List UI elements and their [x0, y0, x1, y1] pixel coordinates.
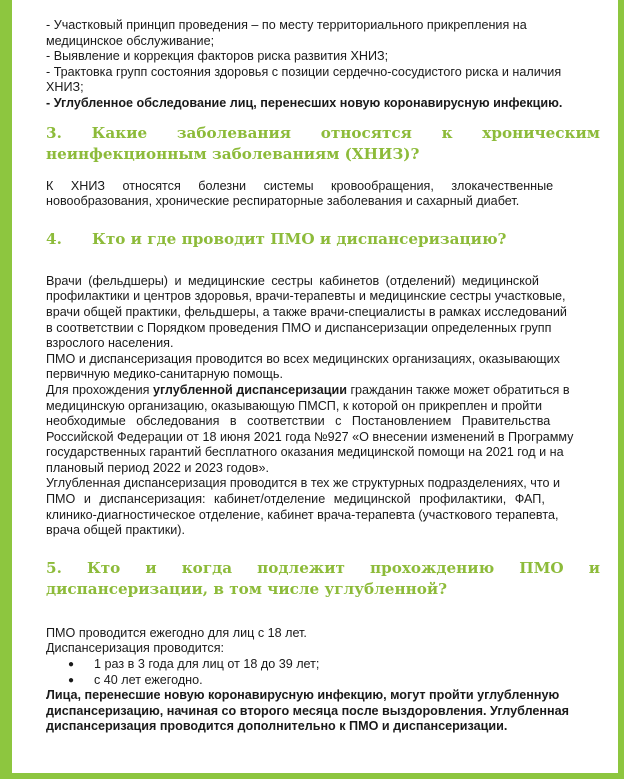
intro-line: ХНИЗ; — [46, 80, 84, 95]
paragraph-line: медицинскую организацию, оказывающую ПМСП, к которой он прикреплен и пройти — [46, 398, 543, 413]
list-item: ● 1 раз в 3 года для лиц от 18 до 39 лет; — [68, 657, 600, 673]
paragraph-line: плановый период 2022 и 2023 годов». — [46, 460, 269, 475]
paragraph-line: диспансеризацию, начиная со второго месяца после выздоровления. Углубленная — [46, 703, 569, 718]
heading-text: Кто и где проводит ПМО и диспансеризацию? — [92, 229, 507, 248]
section-4-heading — [46, 229, 600, 250]
document-page — [46, 18, 600, 735]
intro-list — [46, 18, 600, 112]
heading-word: относятся — [320, 123, 412, 142]
intro-line: - Выявление и коррекция факторов риска развития ХНИЗ; — [46, 49, 389, 64]
intro-line: - Трактовка групп состояния здоровья с позиции сердечно-сосудистого риска и наличия — [46, 64, 562, 79]
paragraph-line: ПМО проводится ежегодно для лиц с 18 лет. — [46, 625, 307, 640]
heading-word: Кто — [86, 558, 121, 577]
heading-word: заболевания — [176, 123, 292, 142]
paragraph-line: необходимые обследования в соответствии с Постановлением Правительства — [46, 414, 551, 429]
paragraph-line: новообразования, хронические респираторные заболевания и сахарный диабет. — [46, 194, 520, 209]
page-frame-left — [0, 0, 12, 779]
section-3-heading — [46, 123, 600, 165]
paragraph-line: диспансеризация проводится дополнительно к ПМО и диспансеризации. — [46, 719, 508, 734]
paragraph-line: врачи общей практики, фельдшеры, а также врачи-специалисты в рамках исследований — [46, 304, 567, 319]
section-5-text — [46, 626, 600, 735]
page-frame-bottom — [0, 773, 624, 779]
heading-word: и — [588, 558, 600, 577]
list-item: ● с 40 лет ежегодно. — [68, 673, 600, 689]
intro-line: медицинское обслуживание; — [46, 33, 215, 48]
heading-line: диспансеризации, в том числе углубленной? — [46, 579, 447, 598]
paragraph-line: Российской Федерации от 18 июня 2021 года №927 «О внесении изменений в Программу — [46, 429, 574, 444]
paragraph-line: ПМО и диспансеризация проводится во всех медицинских организациях, оказывающих — [46, 351, 560, 366]
intro-line: - Участковый принцип проведения – по месту территориального прикрепления на — [46, 18, 527, 32]
section-5-heading — [46, 558, 600, 600]
paragraph-line: профилактики и центров здоровья, врачи-терапевты и медицинские сестры участковые, — [46, 289, 566, 304]
heading-line: неинфекционным заболеваниям (ХНИЗ)? — [46, 144, 420, 163]
paragraph-line: К ХНИЗ относятся болезни системы кровообращения, злокачественные — [46, 178, 554, 193]
heading-word: ПМО — [519, 558, 564, 577]
paragraph-line: Лица, перенесшие новую коронавирусную инфекцию, могут пройти углубленную — [46, 688, 560, 703]
text-run: гражданин также может обратиться в — [346, 382, 570, 397]
section-number: 3. — [46, 123, 62, 142]
paragraph-line: клинико-диагностическое отделение, кабинет врача-терапевта (участкового терапевта, — [46, 507, 559, 522]
paragraph-line: первичную медико-санитарную помощь. — [46, 367, 283, 382]
paragraph-line: врача общей практики). — [46, 523, 185, 538]
paragraph-line: ПМО и диспансеризация: кабинет/отделение медицинской профилактики, ФАП, — [46, 492, 545, 507]
page-frame-right — [618, 0, 624, 779]
heading-word: когда — [181, 558, 233, 577]
paragraph-line: взрослого населения. — [46, 336, 174, 351]
section-number: 5. — [46, 558, 62, 577]
text-run: Для прохождения — [46, 382, 153, 397]
paragraph-line: Диспансеризация проводится: — [46, 641, 225, 656]
bullet-list — [46, 657, 600, 688]
heading-word: и — [145, 558, 157, 577]
heading-word: хроническим — [482, 123, 600, 142]
intro-line: - Углубленное обследование лиц, перенесших новую коронавирусную инфекцию. — [46, 95, 563, 110]
paragraph-line — [46, 383, 600, 399]
paragraph-line: государственных гарантий бесплатного оказания медицинской помощи на 2021 год и на — [46, 445, 564, 460]
section-number: 4. — [46, 229, 62, 248]
section-4-text — [46, 274, 600, 539]
paragraph-line: Углубленная диспансеризация проводится в тех же структурных подразделениях, что и — [46, 476, 561, 491]
paragraph-line: в соответствии с Порядком проведения ПМО и диспансеризации определенных групп — [46, 320, 552, 335]
heading-word: прохождению — [370, 558, 495, 577]
emphasis-text: углубленной диспансеризации — [153, 382, 347, 397]
paragraph-line: Врачи (фельдшеры) и медицинские сестры кабинетов (отделений) медицинской — [46, 273, 539, 288]
heading-word: подлежит — [257, 558, 345, 577]
heading-word: Какие — [91, 123, 148, 142]
heading-word: к — [441, 123, 453, 142]
section-3-text — [46, 179, 600, 210]
